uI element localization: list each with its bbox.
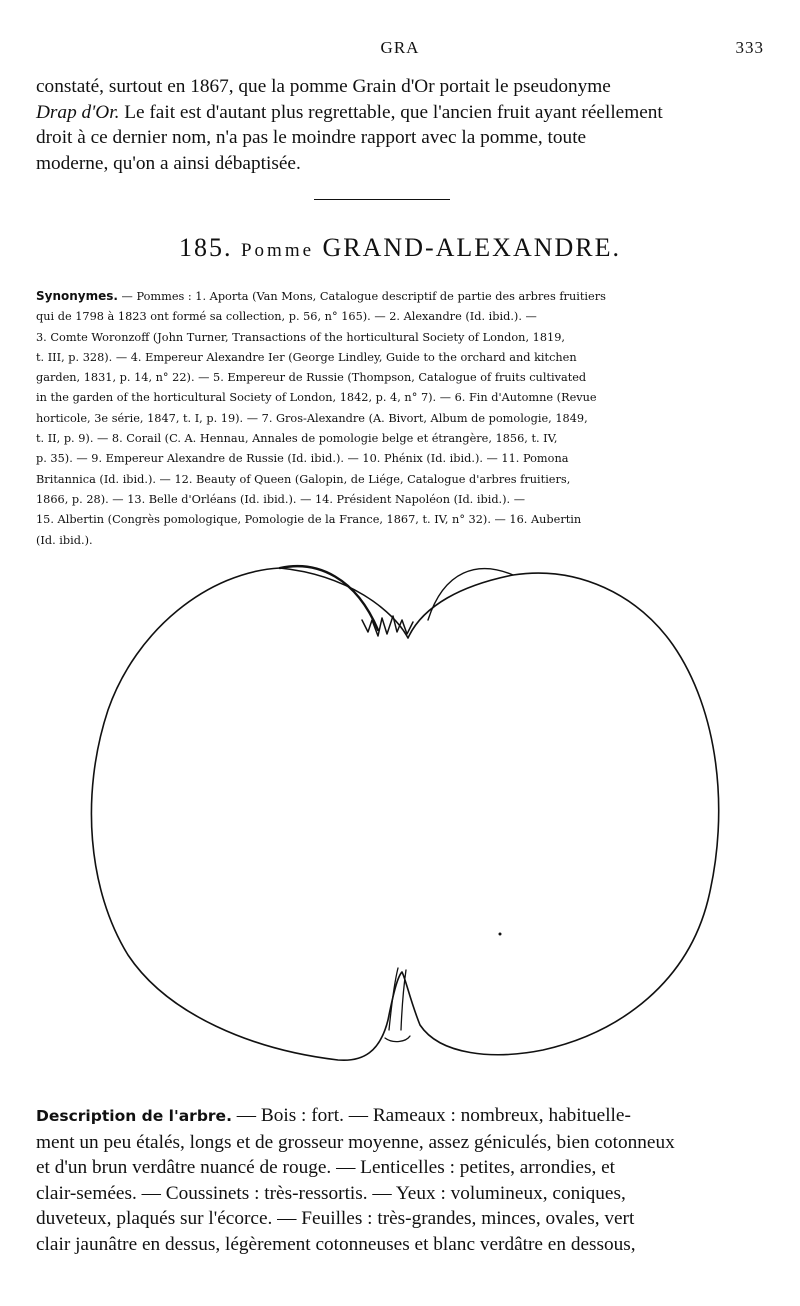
synonyms-lead: Synonymes. bbox=[36, 289, 118, 303]
description-line bbox=[36, 1103, 764, 1130]
description-lead: Description de l'arbre. bbox=[36, 1107, 232, 1125]
tree-description-paragraph bbox=[36, 1103, 764, 1257]
synonyms-line: p. 35). — 9. Empereur Alexandre de Russie (Id. ibid.). — 10. Phénix (Id. ibid.). — 11. Pomona bbox=[36, 452, 569, 466]
description-line: et d'un brun verdâtre nuancé de rouge. — Lenticelles : petites, arrondies, et bbox=[36, 1157, 616, 1178]
description-line: clair-semées. — Coussinets : très-ressortis. — Yeux : volumineux, coniques, bbox=[36, 1182, 626, 1204]
intro-line bbox=[36, 100, 764, 126]
ink-speck bbox=[499, 933, 502, 936]
synonyms-line bbox=[36, 286, 764, 307]
synonyms-line: in the garden of the horticultural Society of London, 1842, p. 4, n° 7). — 6. Fin d'Automne (Revue bbox=[36, 391, 597, 405]
description-text: — Bois : fort. — Rameaux : nombreux, habituelle- bbox=[231, 1105, 631, 1126]
synonyms-line: Britannica (Id. ibid.). — 12. Beauty of Queen (Galopin, de Liége, Catalogue d'arbres fruitiers, bbox=[36, 472, 571, 486]
synonyms-line: t. III, p. 328). — 4. Empereur Alexandre Ier (George Lindley, Guide to the orchard and kitchen bbox=[36, 350, 577, 364]
synonyms-line: t. II, p. 9). — 8. Corail (C. A. Hennau, Annales de pomologie belge et étrangère, 1856, t. IV, bbox=[36, 432, 558, 446]
eye-cavity-arc bbox=[428, 569, 513, 620]
description-line: clair jaunâtre en dessus, légèrement cotonneuses et blanc verdâtre en dessous, bbox=[36, 1233, 636, 1255]
running-head bbox=[36, 38, 764, 60]
intro-text: Le fait est d'autant plus regrettable, que l'ancien fruit ayant réellement bbox=[119, 101, 663, 123]
synonyms-line: 15. Albertin (Congrès pomologique, Pomologie de la France, 1867, t. IV, n° 32). — 16. Aubertin bbox=[36, 513, 582, 527]
intro-italic: Drap d'Or. bbox=[36, 101, 120, 123]
intro-line: constaté, surtout en 1867, que la pomme Grain d'Or portait le pseudonyme bbox=[36, 76, 611, 97]
section-name: GRAND-ALEXANDRE. bbox=[322, 233, 622, 262]
section-divider bbox=[314, 199, 450, 200]
page-number: 333 bbox=[735, 38, 764, 57]
apple-outline bbox=[91, 568, 718, 1060]
section-number: 185. bbox=[178, 233, 233, 262]
stalk-line bbox=[401, 970, 406, 1030]
apple-outline-illustration bbox=[88, 560, 728, 1070]
synonyms-line: 3. Comte Woronzoff (John Turner, Transactions of the horticultural Society of London, 1819, bbox=[36, 330, 565, 344]
synonyms-line: garden, 1831, p. 14, n° 22). — 5. Empereur de Russie (Thompson, Catalogue of fruits cultivated bbox=[36, 371, 587, 385]
running-title: GRA bbox=[380, 38, 420, 57]
intro-line: droit à ce dernier nom, n'a pas le moindre rapport avec la pomme, toute bbox=[36, 127, 587, 148]
synonyms-line: (Id. ibid.). bbox=[36, 533, 93, 547]
synonyms-paragraph bbox=[36, 286, 764, 551]
synonyms-line: horticole, 3e série, 1847, t. I, p. 19). — 7. Gros-Alexandre (A. Bivort, Album de pomologie, 1849, bbox=[36, 411, 588, 425]
synonyms-line: 1866, p. 28). — 13. Belle d'Orléans (Id. ibid.). — 14. Président Napoléon (Id. ibid.). — bbox=[36, 492, 526, 506]
stalk-base bbox=[385, 1036, 410, 1042]
synonyms-text: — Pommes : 1. Aporta (Van Mons, Catalogue descriptif de partie des arbres fruitiers bbox=[117, 290, 606, 303]
section-heading bbox=[36, 233, 764, 263]
section-word: Pomme bbox=[240, 240, 315, 261]
synonyms-line: qui de 1798 à 1823 ont formé sa collection, p. 56, n° 165). — 2. Alexandre (Id. ibid.). — bbox=[36, 310, 537, 324]
description-line: ment un peu étalés, longs et de grosseur moyenne, assez géniculés, bien cotonneux bbox=[36, 1131, 675, 1153]
intro-paragraph bbox=[36, 74, 764, 176]
intro-line: moderne, qu'on a ainsi débaptisée. bbox=[36, 152, 301, 174]
eye-cavity-arc bbox=[280, 566, 378, 630]
stalk-line bbox=[389, 968, 398, 1030]
description-line: duveteux, plaqués sur l'écorce. — Feuilles : très-grandes, minces, ovales, vert bbox=[36, 1208, 635, 1229]
